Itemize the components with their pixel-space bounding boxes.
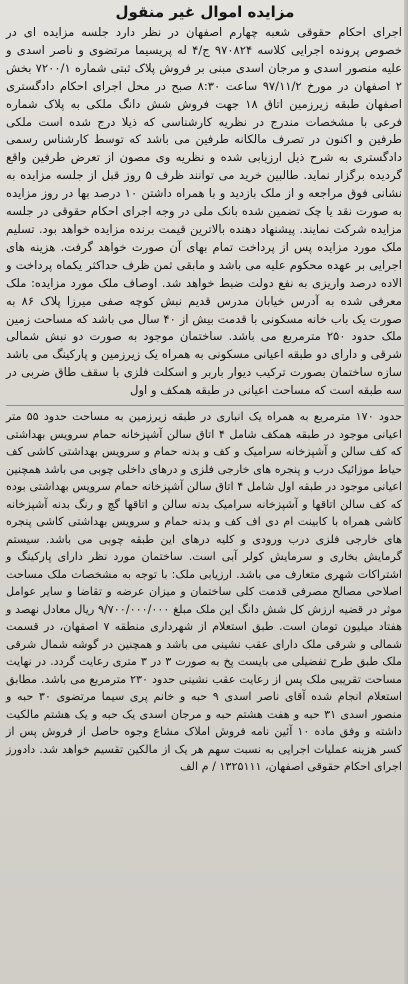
notice-paragraph-1: اجرای احکام حقوقی شعبه چهارم اصفهان در نظر دارد جلسه مزایده ای در خصوص پرونده اجرایی کلاسه ۹۷۰۸۲۴ ج/۴ له پریسیما مرتضوی و ناصر اسدی و علیه منصور اسدی و مرجان اسدی مبنی بر فروش پلاک ثبتی شماره ۷۲۰۰/۱ بخش ۲ اصفهان در مورخ ۹۷/۱۱/۲ ساعت ۸:۳۰ صبح در محل اجرای احکام دادگستری اصفهان طبقه زیرزمین اتاق ۱۸ جهت فروش شش دانگ ملکی به پلاک شماره فرعی با مشخصات مندرج در نظریه کارشناسی که ذیلا درج شده است ملکی طرفین و اکنون در تصرف مالکانه طرفین می باشد که توسط کارشناس رسمی دادگستری به شرح ذیل ارزیابی شده و نظریه وی مصون از تعرض طرفین واقع گردیده برگزار نماید. طالبین خرید می توانند ظرف ۵ روز قبل از جلسه مزایده به نشانی فوق مراجعه و از ملک بازدید و با همراه داشتن ۱۰ درصد بها در روز مزایده به صورت نقد یا چک تضمین شده بانک ملی در وجه اجرای احکام حقوقی در جلسه مزایده شرکت نمایند. پیشنهاد دهنده بالاترین قیمت برنده مزایده خواهد بود. تسلیم ملک مورد مزایده پس از پرداخت تمام بهای آن صورت خواهد گرفت. هزینه های اجرایی بر عهده محکوم علیه می باشد و مابقی ثمن ظرف حداکثر یکماه پرداخت و الاده درصد واریزی به نفع دولت ضبط خواهد شد. اوصاف ملک مورد مزایده: ملک معرفی شده به آدرس خیابان مدرس قدیم نبش کوچه صفی میرزا پلاک ۸۶ به صورت یک باب خانه مسکونی با قدمت بیش از ۴۰ سال می باشد که مساحت زمین ملک حدود ۲۵۰ مترمربع می باشد. ساختمان موجود به صورت دو نبش شمالی شرقی و دارای دو طبقه اعیانی مسکونی به همراه یک زیرزمین و پارکینگ می باشد سازه ساختمان بصورت ترکیب دیوار باربر و اسکلت فلزی با سقف طاق ضربی در سه طبقه است که مساحت اعیانی در طبقه همکف و اول: [6, 25, 403, 398]
notice-body-upper: [6, 24, 404, 400]
page-edge: [404, 0, 408, 984]
notice-title: مزایده اموال غیر منقول: [115, 3, 295, 21]
column-divider: [6, 405, 404, 406]
notice-paragraph-2: حدود ۱۷۰ مترمربع به همراه یک انباری در طبقه زیرزمین به مساحت حدود ۵۵ متر اعیانی موجود در طبقه همکف شامل ۴ اتاق سالن آشپزخانه حمام سرویس بهداشتی که کف سالن و آشپزخانه سرامیک و کف و بدنه حمام و سرویس بهداشتی کاشی کف حیاط موزائیک درب و پنجره های خارجی فلزی و درهای داخلی چوبی می باشد همچنین اعیانی موجود در طبقه اول شامل ۴ اتاق سالن آشپزخانه حمام سرویس بهداشتی بوده که کف سالن اتاقها و آشپزخانه سرامیک بدنه سالن و اتاقها گچ و رنگ بدنه آشپزخانه کاشی همراه با کابینت ام دی اف کف و بدنه حمام و سرویس بهداشتی کاشی پنجره های خارجی فلزی درب ورودی و کلیه درهای این طبقه چوبی می باشد. سیستم گرمایش بخاری و سرمایش کولر آبی است. ساختمان مورد نظر دارای پارکینگ و اشتراکات شهری متعارف می باشد. ارزیابی ملک: با توجه به مشخصات ملک مساحت اصلاحی مصالح مصرفی قدمت کلی ساختمان و میزان عرضه و تقاضا و سایر عوامل موثر در قضیه ارزش کل شش دانگ این ملک مبلغ ۹/۷۰۰/۰۰۰/۰۰۰ ریال معادل نهصد و هفتاد میلیون تومان است. طبق استعلام از شهرداری منطقه ۷ اصفهان، در قسمت شمالی و شرقی ملک دارای عقب نشینی می باشد و همچنین در گوشه شمال شرقی ملک طبق طرح تفضیلی می بایست پخ به صورت ۳ در ۳ متری رعایت گردد. در نهایت مساحت تقریبی ملک پس از رعایت عقب نشینی حدود ۲۳۰ مترمربع می باشد. مطابق استعلام انجام شده آقای ناصر اسدی ۹ حبه و خانم پری سیما مرتضوی ۳۰ حبه و منصور اسدی ۳۱ حبه و هفت هشتم حبه و مرجان اسدی یک حبه و یک هشتم مالکیت داشته و وفق ماده ۱۰ آئین نامه فروش املاک مشاع وجوه حاصل از فروش پس از کسر هزینه عملیات اجرایی به نسبت سهم هر یک از مالکین تقسیم خواهد شد. دادورز اجرای احکام حقوقی اصفهان، ۱۳۲۵۱۱۱ / م الف: [6, 410, 403, 774]
notice-body-lower: [6, 408, 404, 776]
